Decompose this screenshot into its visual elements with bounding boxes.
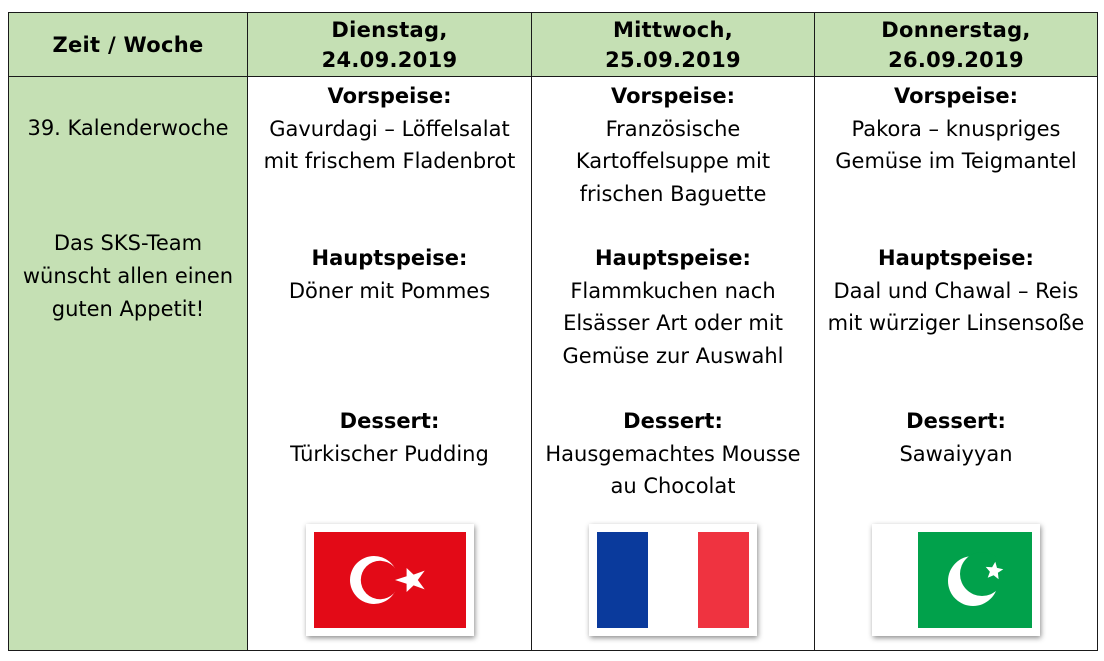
day-name: Mittwoch, <box>612 17 734 42</box>
day-date: 26.09.2019 <box>888 47 1024 72</box>
dessert-section <box>248 405 531 470</box>
dessert-section <box>532 405 814 503</box>
flag-frame <box>306 524 474 636</box>
flag-frame <box>872 524 1040 636</box>
dessert-section <box>815 405 1097 470</box>
starter-dish: Französische Kartoffelsuppe mit frischen Baguette <box>575 116 771 206</box>
starter-dish: Gavurdagi – Löffelsalat mit frischem Fladenbrot <box>263 116 516 173</box>
dessert-label: Dessert: <box>623 409 723 433</box>
main-label: Hauptspeise: <box>878 246 1034 270</box>
side-info-cell <box>9 77 248 651</box>
main-section <box>248 242 531 307</box>
dessert-label: Dessert: <box>339 409 440 433</box>
day-cell-tuesday <box>248 77 532 651</box>
main-section <box>532 242 814 372</box>
header-day-thursday <box>815 13 1098 77</box>
menu-row <box>9 77 1098 651</box>
header-row <box>9 13 1098 77</box>
starter-section <box>815 80 1097 178</box>
starter-section <box>532 80 814 210</box>
day-name: Donnerstag, <box>881 17 1031 42</box>
dessert-dish: Hausgemachtes Mousse au Chocolat <box>545 441 801 498</box>
main-label: Hauptspeise: <box>595 246 751 270</box>
starter-label: Vorspeise: <box>610 84 735 108</box>
team-greeting: Das SKS-Team wünscht allen einen guten Appetit! <box>22 231 234 321</box>
header-day-wednesday <box>532 13 815 77</box>
pakistan-flag-icon <box>880 532 1032 628</box>
header-time-week <box>9 13 248 77</box>
menu-table <box>8 12 1098 651</box>
day-date: 25.09.2019 <box>605 47 741 72</box>
calendar-week: 39. Kalenderwoche <box>27 116 229 140</box>
starter-label: Vorspeise: <box>893 84 1018 108</box>
main-dish: Döner mit Pommes <box>288 278 491 303</box>
main-dish: Daal und Chawal – Reis mit würziger Linsensoße <box>827 278 1085 335</box>
starter-dish: Pakora – knuspriges Gemüse im Teigmantel <box>835 116 1077 173</box>
day-cell-wednesday <box>532 77 815 651</box>
france-flag-icon <box>597 532 749 628</box>
flag-frame <box>589 524 757 636</box>
day-cell-thursday <box>815 77 1098 651</box>
main-section <box>815 242 1097 340</box>
day-date: 24.09.2019 <box>321 47 458 72</box>
main-dish: Flammkuchen nach Elsässer Art oder mit Gemüse zur Auswahl <box>562 278 784 368</box>
header-day-tuesday <box>248 13 532 77</box>
main-label: Hauptspeise: <box>311 246 468 270</box>
day-name: Dienstag, <box>331 17 448 42</box>
dessert-dish: Türkischer Pudding <box>290 441 489 466</box>
turkey-flag-icon <box>314 532 466 628</box>
starter-section <box>248 80 531 178</box>
dessert-dish: Sawaiyyan <box>899 441 1013 466</box>
dessert-label: Dessert: <box>906 409 1006 433</box>
header-time-week-label: Zeit / Woche <box>52 32 204 57</box>
starter-label: Vorspeise: <box>327 84 452 108</box>
